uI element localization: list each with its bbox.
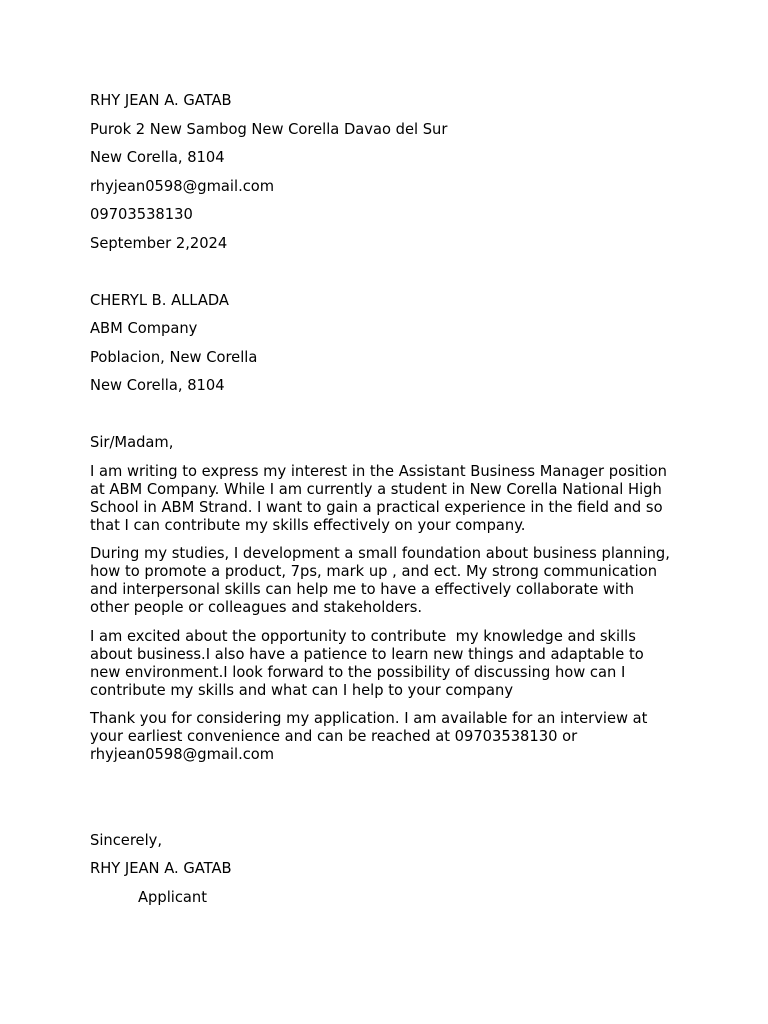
body-paragraph-1: I am writing to express my interest in the Assistant Business Manager position at ABM Company. While I am currently a student in New Corella National High School in ABM Strand. I want to gain a practical experience in the field and so that I can contribute my skills effectively on your company.: [90, 462, 672, 534]
spacer: [90, 406, 670, 435]
closing: Sincerely,: [90, 831, 163, 849]
sender-phone: 09703538130: [90, 206, 193, 223]
salutation: Sir/Madam,: [90, 434, 174, 451]
recipient-city: New Corella, 8104: [90, 377, 225, 394]
sender-city: New Corella, 8104: [90, 149, 225, 166]
signature-title: Applicant: [138, 888, 207, 906]
body-paragraph-3: I am excited about the opportunity to contribute my knowledge and skills about business.I also have a patience to learn new things and adaptable to new environment.I look forward to the possibility of discussing how can I contribute my skills and what can I help to your company: [90, 627, 649, 699]
recipient-block: [90, 292, 670, 396]
sender-email: rhyjean0598@gmail.com: [90, 177, 275, 195]
sender-block: [90, 92, 670, 253]
recipient-name: CHERYL B. ALLADA: [90, 291, 229, 309]
closing-block: [90, 832, 670, 907]
cover-letter-document: [90, 92, 675, 917]
sender-address: Purok 2 New Sambog New Corella Davao del Sur: [90, 120, 448, 138]
spacer: [90, 263, 670, 292]
body-paragraph-2: During my studies, I development a small foundation about business planning, how to promote a product, 7ps, mark up , and ect. My strong communication and interpersonal skills can help me to have a effectively collaborate with other people or colleagues and stakeholders.: [90, 545, 675, 616]
letter-date: September 2,2024: [90, 234, 228, 252]
recipient-address: Poblacion, New Corella: [90, 348, 258, 366]
letter-body: [90, 462, 675, 765]
body-paragraph-4: Thank you for considering my application. I am available for an interview at your earliest convenience and can be reached at 09703538130 or rhyjean0598@gmail.com: [90, 710, 653, 763]
signature-name: RHY JEAN A. GATAB: [90, 860, 232, 877]
sender-name: RHY JEAN A. GATAB: [90, 92, 232, 109]
spacer: [90, 775, 670, 832]
recipient-company: ABM Company: [90, 320, 198, 337]
